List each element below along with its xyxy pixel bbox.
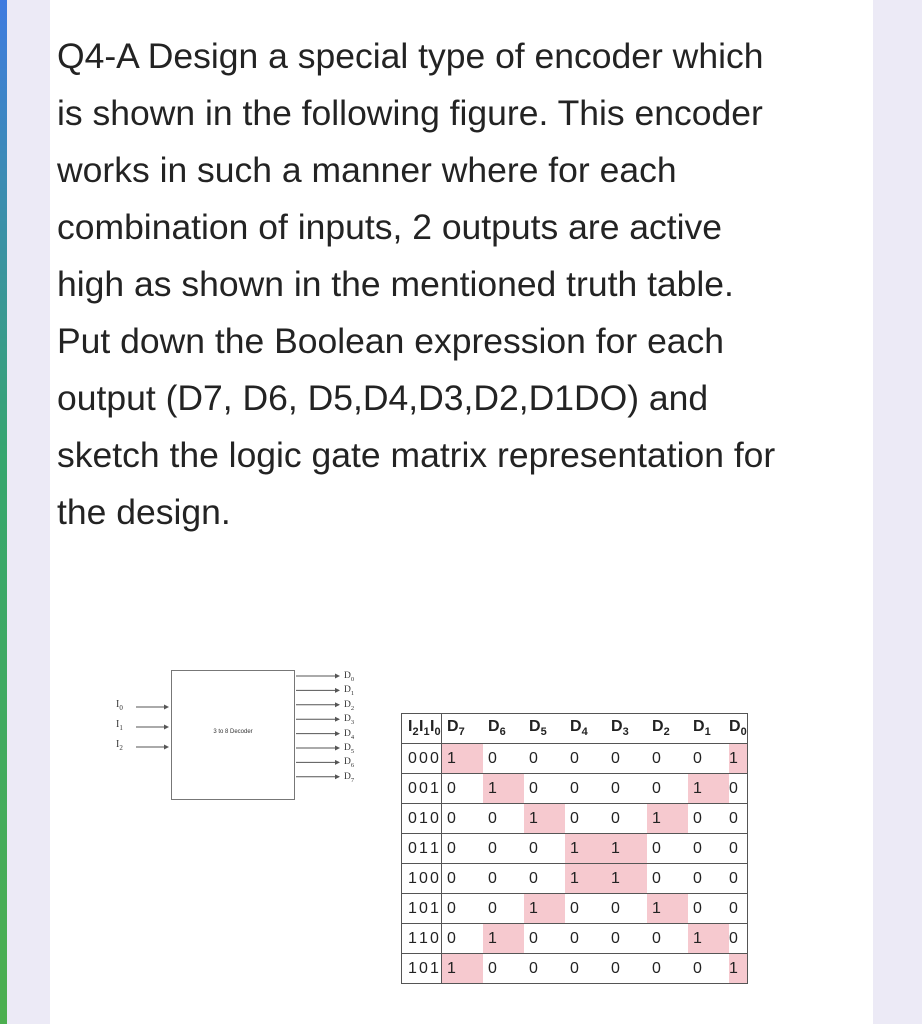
truth-table-cell: 0 bbox=[402, 834, 420, 864]
truth-table-cell: 1 bbox=[483, 924, 524, 954]
truth-table-cell: 0 bbox=[402, 774, 420, 804]
truth-table-row bbox=[402, 744, 748, 774]
truth-table-cell: 0 bbox=[606, 894, 647, 924]
truth-table-row bbox=[402, 894, 748, 924]
truth-table-cell: 0 bbox=[647, 834, 688, 864]
truth-table-cell: 0 bbox=[647, 774, 688, 804]
output-label-d0: $D_0$ bbox=[344, 671, 355, 683]
truth-table-cell: 0 bbox=[524, 834, 565, 864]
truth-table-cell: 0 bbox=[483, 864, 524, 894]
truth-table-cell: 1 bbox=[647, 894, 688, 924]
truth-table-cell: 0 bbox=[688, 834, 729, 864]
truth-table-cell: 0 bbox=[483, 894, 524, 924]
truth-table-cell: 0 bbox=[729, 924, 747, 954]
input-label-i0: $I_0$ bbox=[116, 699, 123, 712]
truth-table-cell: 0 bbox=[565, 804, 606, 834]
truth-table-cell: 1 bbox=[402, 954, 420, 984]
truth-table-cell: 0 bbox=[688, 744, 729, 774]
truth-table-cell: 0 bbox=[442, 774, 484, 804]
truth-table-cell: 1 bbox=[729, 954, 747, 984]
truth-table-cell: 1 bbox=[688, 774, 729, 804]
truth-table-cell: 0 bbox=[430, 804, 442, 834]
truth-table-header-d2: $D_2$ bbox=[647, 714, 688, 744]
truth-table-cell: 0 bbox=[442, 864, 484, 894]
truth-table-cell: 0 bbox=[442, 834, 484, 864]
truth-table-cell: 0 bbox=[688, 954, 729, 984]
question-text: Q4-A Design a special type of encoder which is shown in the following figure. This encoder works in such a manner where for each combination of inputs, 2 outputs are active high as shown in the mentioned truth table. Put down the Boolean expression for each output (D7, D6, D5,D4,D3,D2,D1DO) and sketch the logic gate matrix representation for the design. bbox=[57, 36, 776, 532]
truth-table-cell: 0 bbox=[729, 804, 747, 834]
truth-table-cell: 1 bbox=[442, 954, 484, 984]
truth-table-cell: 0 bbox=[524, 954, 565, 984]
truth-table-cell: 0 bbox=[688, 894, 729, 924]
truth-table-header-d7: $D_7$ bbox=[442, 714, 484, 744]
truth-table-cell: 0 bbox=[430, 864, 442, 894]
truth-table-cell: 0 bbox=[442, 924, 484, 954]
truth-table-row bbox=[402, 804, 748, 834]
truth-table-cell: 0 bbox=[606, 924, 647, 954]
truth-table-cell: 0 bbox=[402, 744, 420, 774]
input-label-i2: $I_2$ bbox=[116, 739, 123, 752]
truth-table-row bbox=[402, 774, 748, 804]
truth-table-cell: 1 bbox=[647, 804, 688, 834]
truth-table-cell: 0 bbox=[565, 924, 606, 954]
truth-table-row bbox=[402, 924, 748, 954]
truth-table-cell: 0 bbox=[565, 744, 606, 774]
truth-table-cell: 0 bbox=[419, 774, 430, 804]
truth-table-row bbox=[402, 864, 748, 894]
truth-table-cell: 0 bbox=[430, 924, 442, 954]
left-accent-strip bbox=[0, 0, 7, 1024]
truth-table-cell: 0 bbox=[606, 774, 647, 804]
truth-table-cell: 1 bbox=[442, 744, 484, 774]
output-label-d2: $D_2$ bbox=[344, 699, 355, 712]
truth-table-cell: 1 bbox=[524, 804, 565, 834]
truth-table-cell: 0 bbox=[483, 804, 524, 834]
truth-table-cell: 0 bbox=[729, 894, 747, 924]
truth-table-header-i2: $I_2$ bbox=[402, 714, 420, 744]
truth-table-cell: 0 bbox=[419, 744, 430, 774]
truth-table-cell: 0 bbox=[565, 774, 606, 804]
output-label-d4: $D_4$ bbox=[344, 728, 355, 741]
truth-table-cell: 1 bbox=[606, 834, 647, 864]
truth-table-cell: 0 bbox=[647, 954, 688, 984]
truth-table-header-d0: $D_0$ bbox=[729, 714, 747, 744]
truth-table-cell: 1 bbox=[565, 834, 606, 864]
truth-table-cell: 0 bbox=[442, 894, 484, 924]
truth-table-cell: 1 bbox=[430, 834, 442, 864]
truth-table-cell: 1 bbox=[524, 894, 565, 924]
truth-table-cell: 1 bbox=[419, 834, 430, 864]
truth-table-cell: 1 bbox=[565, 864, 606, 894]
truth-table-cell: 1 bbox=[483, 774, 524, 804]
truth-table-header-d3: $D_3$ bbox=[606, 714, 647, 744]
truth-table-cell: 0 bbox=[402, 804, 420, 834]
truth-table-cell: 0 bbox=[483, 954, 524, 984]
truth-table-cell: 1 bbox=[419, 804, 430, 834]
truth-table-cell: 0 bbox=[729, 834, 747, 864]
truth-table-cell: 0 bbox=[524, 924, 565, 954]
truth-table-cell: 1 bbox=[430, 774, 442, 804]
truth-table-cell: 0 bbox=[729, 774, 747, 804]
truth-table-cell: 1 bbox=[688, 924, 729, 954]
output-label-d6: $D_6$ bbox=[344, 757, 355, 770]
truth-table-cell: 0 bbox=[442, 804, 484, 834]
truth-table-cell: 1 bbox=[430, 954, 442, 984]
truth-table-cell: 0 bbox=[647, 864, 688, 894]
truth-table-header-row bbox=[402, 714, 748, 744]
truth-table-cell: 0 bbox=[688, 804, 729, 834]
truth-table-header-d4: $D_4$ bbox=[565, 714, 606, 744]
truth-table-cell: 0 bbox=[419, 894, 430, 924]
truth-table-cell: 0 bbox=[565, 954, 606, 984]
truth-table-cell: 1 bbox=[430, 894, 442, 924]
truth-table-cell: 1 bbox=[402, 864, 420, 894]
truth-table-cell: 0 bbox=[729, 864, 747, 894]
truth-table-cell: 0 bbox=[524, 744, 565, 774]
truth-table-cell: 0 bbox=[419, 864, 430, 894]
truth-table-header-i1: $I_1$ bbox=[419, 714, 430, 744]
truth-table-cell: 1 bbox=[729, 744, 747, 774]
truth-table-header-d1: $D_1$ bbox=[688, 714, 729, 744]
truth-table bbox=[401, 713, 748, 984]
truth-table-header-d6: $D_6$ bbox=[483, 714, 524, 744]
decoder-block-label: 3 to 8 Decoder bbox=[213, 729, 253, 735]
truth-table-cell: 0 bbox=[483, 834, 524, 864]
decoder-block bbox=[171, 670, 295, 800]
truth-table-cell: 1 bbox=[606, 864, 647, 894]
output-label-d3: $D_3$ bbox=[344, 714, 355, 727]
truth-table-cell: 0 bbox=[606, 954, 647, 984]
truth-table-cell: 0 bbox=[688, 864, 729, 894]
truth-table-cell: 1 bbox=[419, 924, 430, 954]
output-label-d7: $D_7$ bbox=[344, 771, 355, 784]
truth-table-cell: 1 bbox=[402, 924, 420, 954]
truth-table-header-i0: $I_0$ bbox=[430, 714, 442, 744]
input-label-i1: $I_1$ bbox=[116, 719, 123, 732]
output-label-d5: $D_5$ bbox=[344, 743, 355, 755]
output-label-d1: $D_1$ bbox=[344, 685, 355, 698]
truth-table-header-d5: $D_5$ bbox=[524, 714, 565, 744]
truth-table-row bbox=[402, 834, 748, 864]
truth-table-cell: 0 bbox=[430, 744, 442, 774]
truth-table-row bbox=[402, 954, 748, 984]
truth-table-cell: 0 bbox=[524, 774, 565, 804]
truth-table-cell: 0 bbox=[606, 744, 647, 774]
truth-table-cell: 0 bbox=[606, 804, 647, 834]
truth-table-cell: 0 bbox=[419, 954, 430, 984]
truth-table-cell: 0 bbox=[483, 744, 524, 774]
truth-table-cell: 0 bbox=[647, 744, 688, 774]
truth-table-cell: 0 bbox=[647, 924, 688, 954]
truth-table-cell: 0 bbox=[524, 864, 565, 894]
truth-table-cell: 1 bbox=[402, 894, 420, 924]
truth-table-cell: 0 bbox=[565, 894, 606, 924]
